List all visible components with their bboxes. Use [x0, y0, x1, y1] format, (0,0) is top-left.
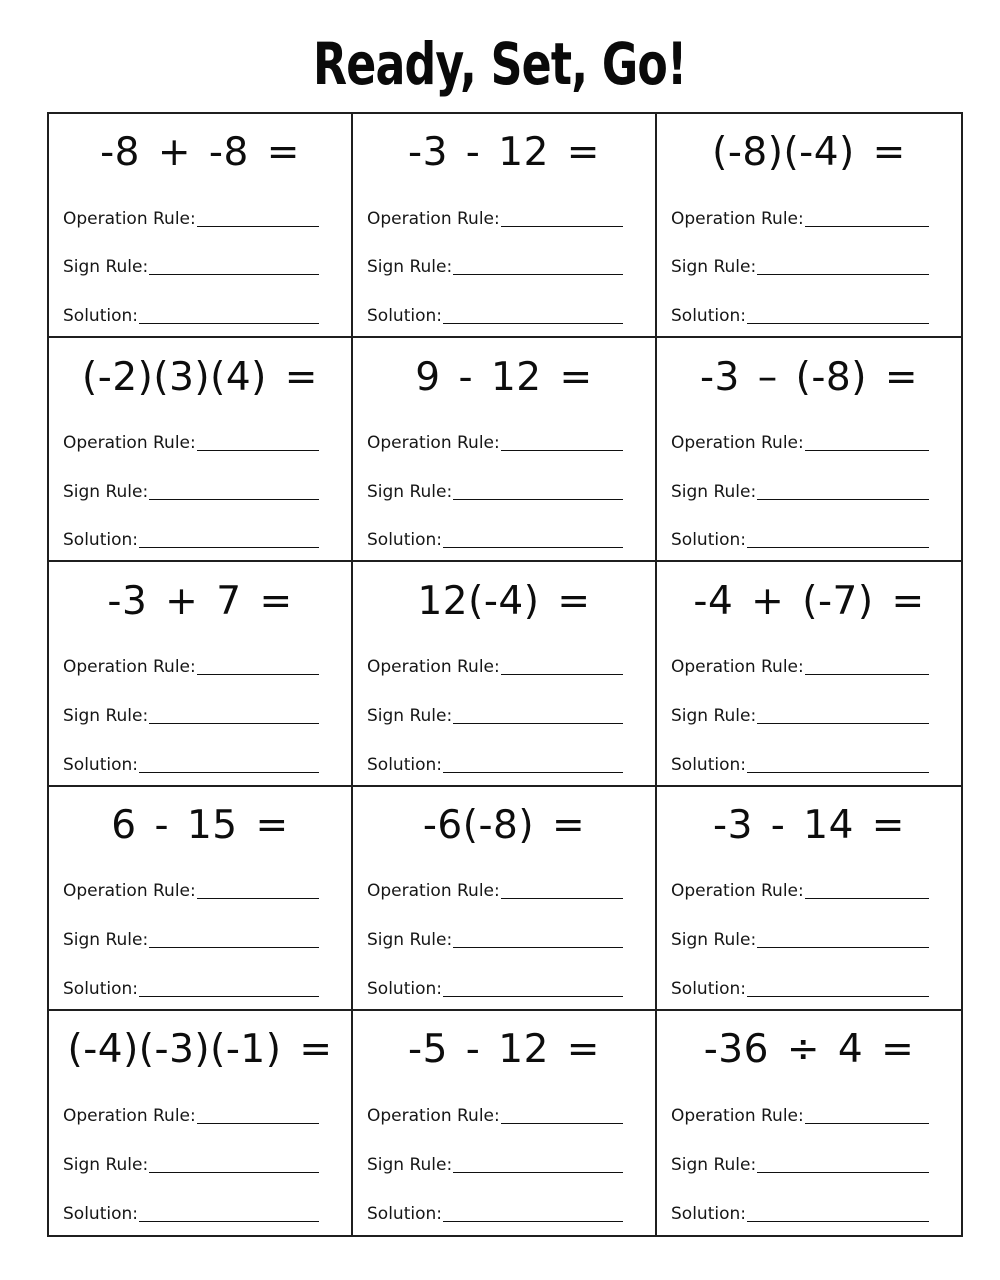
sign-rule-label: Sign Rule:	[367, 705, 453, 726]
sign-rule-row	[367, 903, 641, 952]
sign-rule-blank[interactable]	[149, 934, 319, 948]
problem-expression: -3 - 12 =	[408, 130, 600, 176]
sign-rule-row	[367, 455, 641, 504]
solution-label: Solution:	[671, 530, 746, 551]
problem-cell	[353, 787, 657, 1011]
sign-rule-label: Sign Rule:	[671, 930, 757, 950]
problem-expression: (-2)(3)(4) =	[82, 354, 318, 400]
operation-rule-label: Operation Rule:	[671, 432, 804, 453]
sign-rule-row	[367, 231, 641, 280]
problem-cell	[657, 114, 961, 338]
solution-blank[interactable]	[443, 310, 623, 324]
problem-expression: -36 ÷ 4 =	[703, 1027, 915, 1073]
operation-rule-label: Operation Rule:	[671, 1105, 804, 1126]
problem-cell	[49, 338, 353, 562]
sign-rule-row	[671, 455, 947, 504]
problem-expression: 9 - 12 =	[415, 354, 593, 400]
operation-rule-row	[63, 854, 337, 903]
operation-rule-label: Operation Rule:	[671, 208, 804, 229]
problem-cell	[49, 114, 353, 338]
operation-rule-blank[interactable]	[197, 1110, 319, 1124]
solution-blank[interactable]	[443, 983, 623, 997]
operation-rule-row	[63, 1079, 337, 1128]
operation-rule-blank[interactable]	[805, 885, 929, 899]
operation-rule-label: Operation Rule:	[367, 1105, 500, 1126]
sign-rule-label: Sign Rule:	[367, 1154, 453, 1175]
operation-rule-blank[interactable]	[501, 437, 623, 451]
solution-row	[367, 279, 641, 328]
solution-blank[interactable]	[443, 1208, 623, 1222]
operation-rule-blank[interactable]	[197, 213, 319, 227]
operation-rule-row	[367, 854, 641, 903]
solution-label: Solution:	[63, 306, 138, 327]
sign-rule-blank[interactable]	[453, 261, 623, 275]
problem-expression: 6 - 15 =	[111, 802, 289, 848]
sign-rule-row	[367, 679, 641, 728]
sign-rule-label: Sign Rule:	[671, 705, 757, 726]
solution-label: Solution:	[367, 306, 442, 327]
solution-row	[63, 728, 337, 777]
problem-cell	[657, 787, 961, 1011]
solution-label: Solution:	[63, 754, 138, 775]
sign-rule-label: Sign Rule:	[367, 257, 453, 278]
problem-expression: -3 + 7 =	[107, 578, 293, 624]
operation-rule-label: Operation Rule:	[63, 432, 196, 453]
operation-rule-label: Operation Rule:	[671, 656, 804, 677]
problem-cell	[353, 114, 657, 338]
title-wrap	[0, 30, 1000, 99]
operation-rule-blank[interactable]	[805, 1110, 929, 1124]
operation-rule-blank[interactable]	[197, 885, 319, 899]
solution-blank[interactable]	[747, 1208, 929, 1222]
solution-label: Solution:	[367, 754, 442, 775]
sign-rule-blank[interactable]	[757, 1159, 929, 1173]
sign-rule-row	[367, 1128, 641, 1177]
operation-rule-blank[interactable]	[501, 1110, 623, 1124]
operation-rule-row	[63, 406, 337, 455]
sign-rule-label: Sign Rule:	[63, 705, 149, 726]
sign-rule-row	[671, 231, 947, 280]
solution-blank[interactable]	[139, 1208, 319, 1222]
solution-blank[interactable]	[443, 534, 623, 548]
problem-cell	[49, 1011, 353, 1235]
operation-rule-row	[671, 1079, 947, 1128]
operation-rule-row	[367, 182, 641, 231]
sign-rule-blank[interactable]	[757, 934, 929, 948]
solution-label: Solution:	[63, 978, 138, 999]
sign-rule-blank[interactable]	[149, 486, 319, 500]
problem-cell	[353, 562, 657, 786]
problem-cell	[353, 1011, 657, 1235]
sign-rule-row	[671, 903, 947, 952]
operation-rule-label: Operation Rule:	[63, 881, 196, 902]
page-title: Ready, Set, Go!	[313, 30, 687, 99]
sign-rule-label: Sign Rule:	[367, 930, 453, 950]
operation-rule-row	[367, 1079, 641, 1128]
solution-label: Solution:	[671, 306, 746, 327]
problem-cell	[657, 338, 961, 562]
operation-rule-row	[671, 406, 947, 455]
solution-blank[interactable]	[747, 534, 929, 548]
problems-grid	[47, 112, 963, 1237]
problem-expression: -3 – (-8) =	[699, 354, 919, 400]
solution-row	[671, 952, 947, 1001]
operation-rule-row	[671, 854, 947, 903]
sign-rule-label: Sign Rule:	[63, 481, 149, 502]
solution-row	[367, 504, 641, 553]
solution-row	[63, 1177, 337, 1226]
sign-rule-blank[interactable]	[149, 261, 319, 275]
operation-rule-blank[interactable]	[197, 437, 319, 451]
sign-rule-blank[interactable]	[453, 1159, 623, 1173]
sign-rule-label: Sign Rule:	[671, 257, 757, 278]
problem-expression: (-4)(-3)(-1) =	[67, 1027, 333, 1073]
solution-row	[671, 1177, 947, 1226]
sign-rule-row	[63, 231, 337, 280]
problem-expression: 12(-4) =	[417, 578, 591, 624]
sign-rule-row	[63, 903, 337, 952]
problem-cell	[49, 787, 353, 1011]
problem-expression: -5 - 12 =	[408, 1027, 600, 1073]
operation-rule-row	[671, 630, 947, 679]
solution-label: Solution:	[671, 978, 746, 999]
sign-rule-label: Sign Rule:	[671, 481, 757, 502]
solution-row	[671, 279, 947, 328]
problem-expression: -4 + (-7) =	[693, 578, 925, 624]
operation-rule-blank[interactable]	[501, 661, 623, 675]
sign-rule-row	[671, 1128, 947, 1177]
operation-rule-blank[interactable]	[805, 661, 929, 675]
solution-label: Solution:	[367, 530, 442, 551]
problem-expression: -8 + -8 =	[100, 130, 300, 176]
solution-label: Solution:	[671, 754, 746, 775]
problem-expression: (-8)(-4) =	[712, 130, 906, 176]
solution-label: Solution:	[367, 978, 442, 999]
operation-rule-label: Operation Rule:	[63, 656, 196, 677]
operation-rule-label: Operation Rule:	[63, 1105, 196, 1126]
solution-label: Solution:	[367, 1203, 442, 1224]
solution-row	[367, 728, 641, 777]
solution-row	[63, 952, 337, 1001]
problem-cell	[657, 1011, 961, 1235]
solution-blank[interactable]	[139, 983, 319, 997]
sign-rule-blank[interactable]	[149, 710, 319, 724]
sign-rule-row	[671, 679, 947, 728]
solution-row	[63, 279, 337, 328]
solution-label: Solution:	[671, 1203, 746, 1224]
solution-blank[interactable]	[747, 310, 929, 324]
problem-expression: -6(-8) =	[422, 802, 586, 848]
problem-cell	[353, 338, 657, 562]
solution-blank[interactable]	[139, 759, 319, 773]
operation-rule-row	[63, 630, 337, 679]
sign-rule-label: Sign Rule:	[367, 481, 453, 502]
operation-rule-blank[interactable]	[501, 885, 623, 899]
sign-rule-blank[interactable]	[757, 710, 929, 724]
solution-row	[671, 728, 947, 777]
solution-label: Solution:	[63, 530, 138, 551]
operation-rule-row	[367, 406, 641, 455]
problem-expression: -3 - 14 =	[713, 802, 905, 848]
operation-rule-label: Operation Rule:	[671, 881, 804, 902]
solution-row	[367, 1177, 641, 1226]
operation-rule-label: Operation Rule:	[63, 208, 196, 229]
sign-rule-label: Sign Rule:	[63, 930, 149, 950]
solution-blank[interactable]	[443, 759, 623, 773]
solution-blank[interactable]	[139, 310, 319, 324]
solution-row	[63, 504, 337, 553]
sign-rule-label: Sign Rule:	[671, 1154, 757, 1175]
solution-row	[367, 952, 641, 1001]
operation-rule-row	[63, 182, 337, 231]
solution-row	[671, 504, 947, 553]
sign-rule-blank[interactable]	[453, 486, 623, 500]
sign-rule-blank[interactable]	[453, 934, 623, 948]
sign-rule-blank[interactable]	[453, 710, 623, 724]
operation-rule-blank[interactable]	[501, 213, 623, 227]
operation-rule-label: Operation Rule:	[367, 656, 500, 677]
sign-rule-label: Sign Rule:	[63, 1154, 149, 1175]
sign-rule-blank[interactable]	[757, 486, 929, 500]
operation-rule-blank[interactable]	[805, 213, 929, 227]
solution-blank[interactable]	[139, 534, 319, 548]
sign-rule-blank[interactable]	[149, 1159, 319, 1173]
sign-rule-blank[interactable]	[757, 261, 929, 275]
operation-rule-label: Operation Rule:	[367, 432, 500, 453]
operation-rule-blank[interactable]	[197, 661, 319, 675]
solution-blank[interactable]	[747, 759, 929, 773]
sign-rule-row	[63, 679, 337, 728]
operation-rule-label: Operation Rule:	[367, 208, 500, 229]
solution-label: Solution:	[63, 1203, 138, 1224]
sign-rule-label: Sign Rule:	[63, 257, 149, 278]
operation-rule-label: Operation Rule:	[367, 881, 500, 902]
problem-cell	[657, 562, 961, 786]
operation-rule-blank[interactable]	[805, 437, 929, 451]
solution-blank[interactable]	[747, 983, 929, 997]
sign-rule-row	[63, 1128, 337, 1177]
sign-rule-row	[63, 455, 337, 504]
operation-rule-row	[367, 630, 641, 679]
operation-rule-row	[671, 182, 947, 231]
problem-cell	[49, 562, 353, 786]
